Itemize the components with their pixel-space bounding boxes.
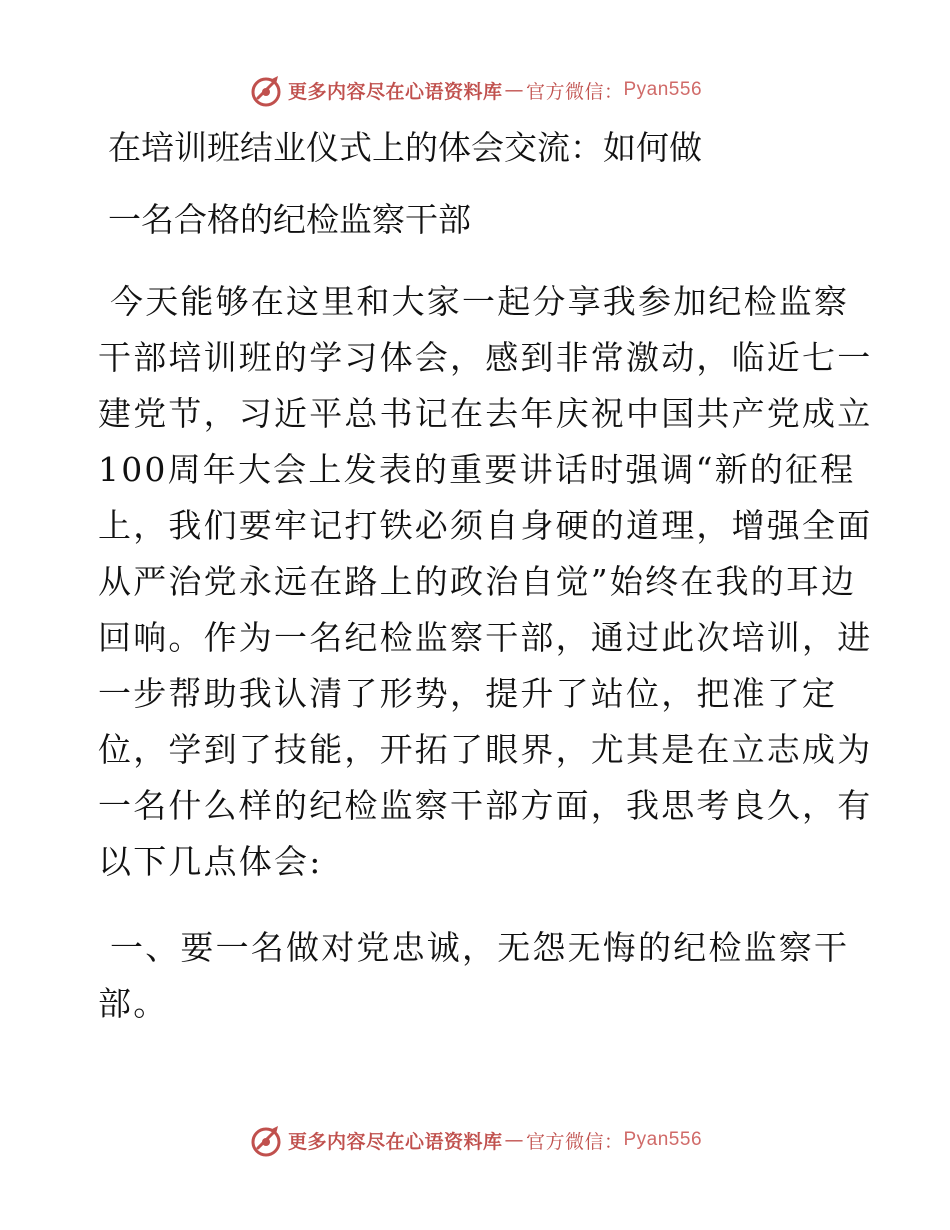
watermark-sub-text: 官方微信：: [525, 80, 624, 103]
paragraph-line: 一名什么样的纪检监察干部方面，我思考良久，有: [98, 786, 873, 825]
logo-icon: [248, 72, 284, 108]
header-watermark: [0, 70, 950, 110]
watermark-wechat-id: Pyan556: [623, 79, 703, 100]
paragraph-1: [98, 274, 873, 890]
watermark-wechat-id: Pyan556: [623, 1129, 703, 1150]
section-heading-line: 部。: [98, 984, 169, 1023]
paragraph-line: 从严治党永远在路上的政治自觉”始终在我的耳边: [98, 562, 857, 601]
document-title-line-1: 在培训班结业仪式上的体会交流：如何做: [108, 128, 702, 167]
document-body: [98, 122, 873, 1062]
paragraph-line: 上，我们要牢记打铁必须自身硬的道理，增强全面: [98, 506, 873, 545]
watermark-sub-text: 官方微信：: [525, 1130, 624, 1153]
paragraph-line: 一步帮助我认清了形势，提升了站位，把准了定: [98, 674, 838, 713]
paragraph-line: 回响。作为一名纪检监察干部，通过此次培训，进: [98, 618, 873, 657]
section-heading-1: [98, 920, 858, 1032]
watermark-main-text: 更多内容尽在心语资料库: [287, 80, 503, 103]
paragraph-line: 今天能够在这里和大家一起分享我参加纪检监察: [110, 282, 850, 321]
paragraph-line: 100周年大会上发表的重要讲话时强调“新的征程: [98, 450, 856, 489]
section-heading-line: 一、要一名做对党忠诚，无怨无悔的纪检监察干: [110, 928, 850, 967]
watermark-main-text: 更多内容尽在心语资料库: [287, 1130, 503, 1153]
footer-watermark: [0, 1120, 950, 1160]
watermark-separator: —: [504, 79, 524, 101]
watermark-separator: —: [504, 1129, 524, 1151]
paragraph-line: 建党节，习近平总书记在去年庆祝中国共产党成立: [98, 394, 873, 433]
paragraph-line: 以下几点体会:: [98, 842, 323, 881]
paragraph-line: 干部培训班的学习体会，感到非常激动，临近七一: [98, 338, 873, 377]
logo-icon: [248, 1122, 284, 1158]
paragraph-line: 位，学到了技能，开拓了眼界，尤其是在立志成为: [98, 730, 873, 769]
document-title-line-2: 一名合格的纪检监察干部: [108, 200, 471, 239]
